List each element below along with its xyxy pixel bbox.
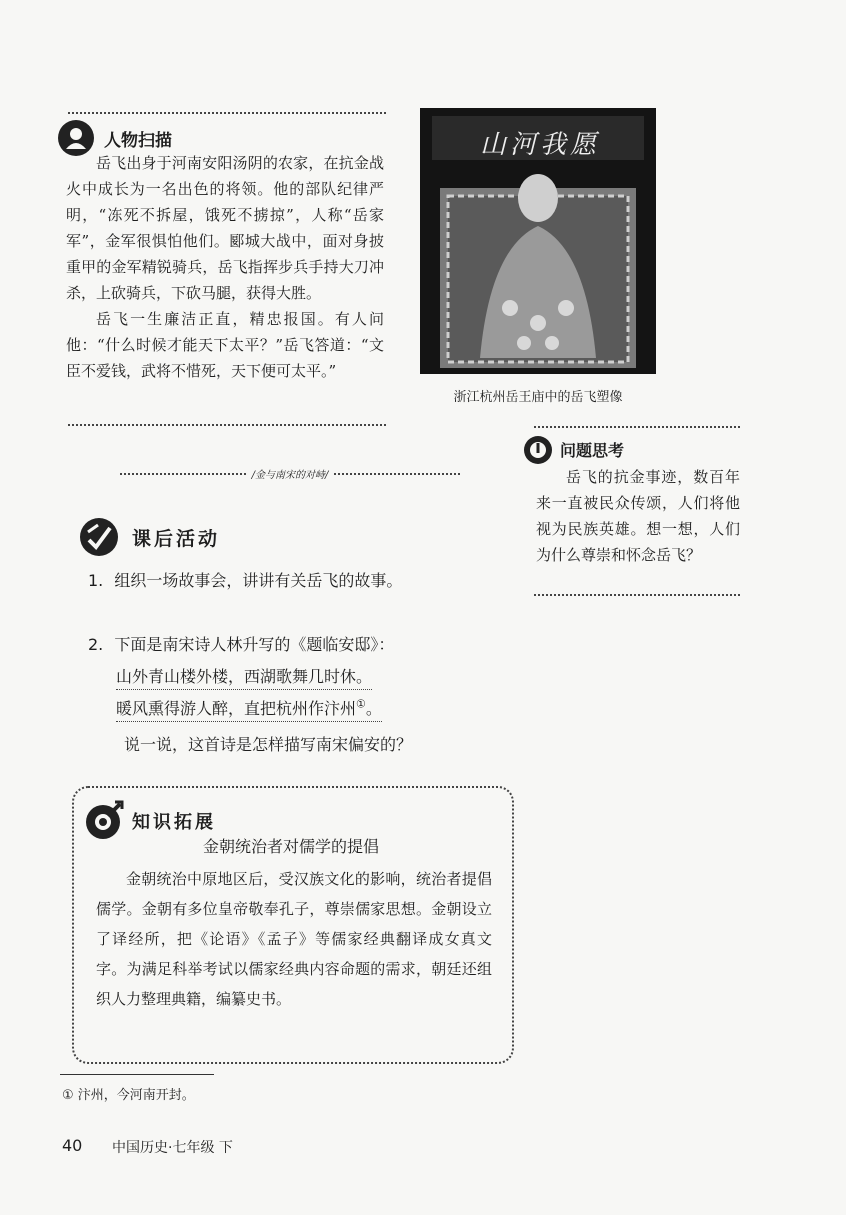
poem-line-2-end: 。	[365, 699, 382, 718]
poem-line-2-body: 暖风熏得游人醉，直把杭州作汴州	[116, 699, 357, 718]
extension-text	[96, 864, 492, 1014]
divider-left	[120, 473, 246, 475]
photo-caption: 浙江杭州岳王庙中的岳飞塑像	[453, 390, 623, 405]
activity-item-1	[88, 568, 402, 591]
poem-line-2	[116, 696, 382, 722]
page-number: 40	[62, 1136, 83, 1155]
activity-2-text: 下面是南宋诗人林升写的《题临安邸》：	[114, 635, 395, 654]
figure-paragraph-2: 岳飞一生廉洁正直，精忠报国。有人问他：“什么时候才能天下太平？”岳飞答道：“文臣不爱钱，武将不惜死，天下便可太平。”	[66, 310, 384, 380]
activity-1-text: 组织一场故事会，讲讲有关岳飞的故事。	[114, 571, 403, 590]
figure-box-text	[66, 150, 384, 384]
activity-2-number: 2.	[88, 635, 104, 654]
figure-paragraph-1: 岳飞出身于河南安阳汤阴的农家，在抗金战火中成长为一名出色的将领。他的部队纪律严明，“冻死不拆屋，饿死不掳掠”，人称“岳家军”，金军很惧怕他们。郾城大战中，面对身披重甲的金军精锐骑兵，岳飞指挥步兵手持大刀冲杀，上砍骑兵，下砍马腿，获得大胜。	[66, 154, 384, 302]
activities-title: 课后活动	[132, 528, 221, 550]
section-divider	[120, 466, 460, 481]
poem-line-1-text: 山外青山楼外楼，西湖歌舞几时休。	[116, 664, 372, 690]
question-icon	[522, 434, 554, 466]
activities-icon	[78, 516, 120, 558]
activity-item-2	[88, 632, 394, 655]
poem-line-2-text	[116, 696, 382, 722]
divider-right	[334, 473, 460, 475]
yue-fei-statue-photo	[420, 108, 656, 374]
think-box-paragraph: 岳飞的抗金事迹，数百年来一直被民众传颂，人们将他视为民族英雄。想一想，人们为什么尊崇和怀念岳飞？	[536, 468, 740, 564]
think-box-top-border	[534, 426, 740, 428]
poem-line-1	[116, 664, 372, 690]
think-box-title: 问题思考	[560, 441, 625, 460]
plaque-text: 山河我愿	[479, 130, 600, 160]
figure-box-title: 人物扫描	[104, 131, 172, 151]
extension-paragraph: 金朝统治中原地区后，受汉族文化的影响，统治者提倡儒学。金朝有多位皇帝敬奉孔子，尊崇儒家思想。金朝设立了译经所，把《论语》《孟子》等儒家经典翻译成女真文字。为满足科举考试以儒家经典内容命题的需求，朝廷还组织人力整理典籍，编纂史书。	[96, 870, 492, 1008]
extension-title: 知识拓展	[132, 812, 216, 833]
think-box-bottom-border	[534, 594, 740, 596]
extension-subtitle: 金朝统治者对儒学的提倡	[202, 837, 379, 856]
divider-label: /金与南宋的对峙/	[251, 470, 329, 481]
figure-box-top-border	[68, 112, 386, 114]
footnote-mark: ①	[356, 697, 366, 711]
footnote: ① 汴州，今河南开封。	[62, 1088, 195, 1103]
activity-question: 说一说，这首诗是怎样描写南宋偏安的？	[124, 735, 413, 754]
book-title: 中国历史·七年级 下	[112, 1140, 233, 1156]
footnote-separator	[60, 1074, 214, 1075]
figure-box-bottom-border	[68, 424, 386, 426]
activity-1-number: 1.	[88, 571, 104, 590]
think-box-text	[536, 464, 740, 568]
